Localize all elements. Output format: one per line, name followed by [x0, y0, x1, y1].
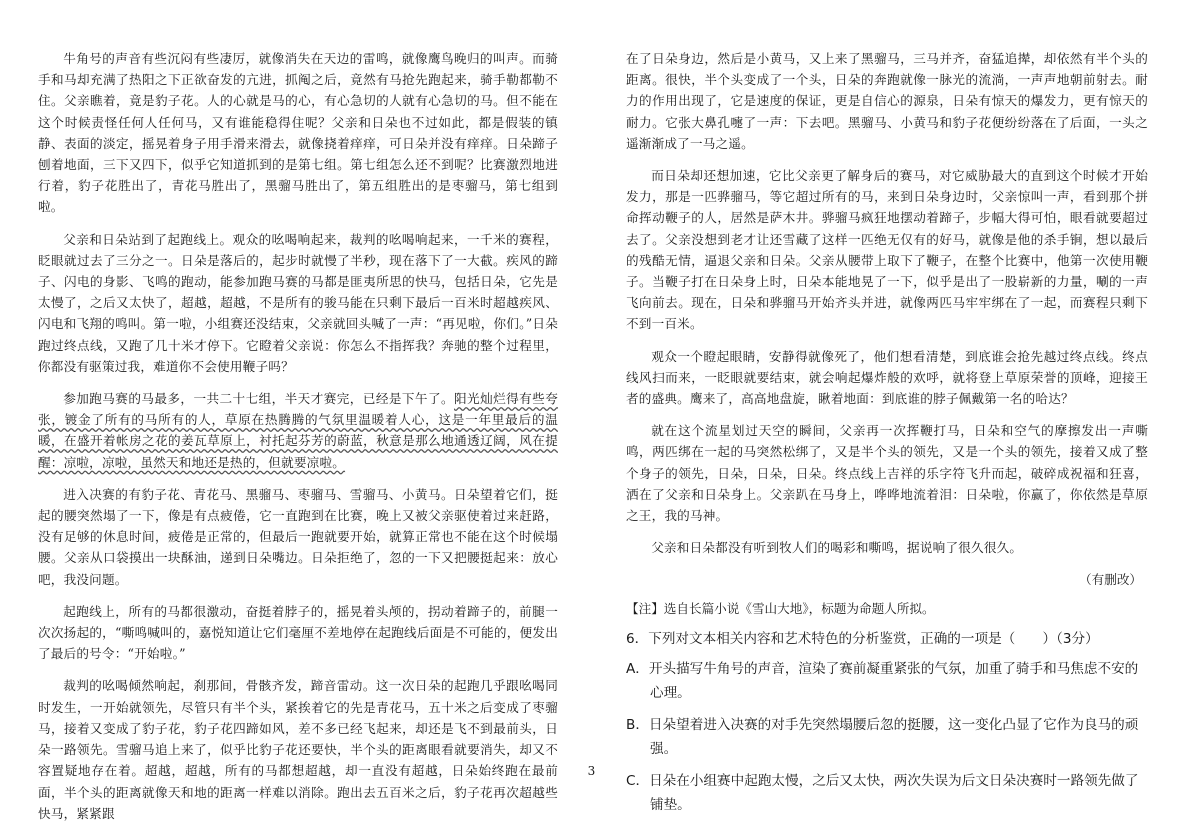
passage-paragraph: 裁判的吆喝倾然响起，刹那间，骨骸齐发，蹄音雷动。这一次日朵的起跑几乎跟吆喝同时发生，一开始就领先，尽管只有半个头，紧挨着它的先是青花马，五十米之后变成了枣骝马，接着又变成了豹子花，豹子花四蹄如风，差不多已经飞起来，却还是飞不到最前头，日朵一路领先。雪骝马追上来了，似乎比豹子花还要快，半个头的距离眼看就要消失，却又不容置疑地存在着。超越，超越，所有的马都想超越，却一直没有超越，日朵始终跑在最前面，半个头的距离就像天和地的距离一样难以消除。跑出去五百米之后，豹子花再次超越些快马，紧紧跟: [38, 678, 558, 821]
passage-paragraph: 父亲和日朵都没有听到牧人们的喝彩和嘶鸣，据说响了很久很久。: [651, 540, 1023, 556]
passage-paragraph: 观众一个瞪起眼睛，安静得就像死了，他们想看清楚，到底谁会抢先越过终点线。终点线风扫而来，一眨眼就要结束，就会响起爆炸般的欢呼，就将登上草原荣誉的顶峰，迎接王者的盛典。鹰来了，高高地盘旋，瞅着地面：到底谁的脖子佩戴第一名的哈达？: [626, 348, 1148, 407]
passage-paragraph: 就在这个流星划过天空的瞬间，父亲再一次挥鞭打马，日朵和空气的摩擦发出一声嘶鸣，两匹绑在一起的马突然松绑了，又是半个头的领先，又是一个头的领先，接着又成了整个身子的领先，日朵，日朵，日朵。终点线上吉祥的乐字符飞升而起，破碎成祝福和狂喜，洒在了父亲和日朵身上。父亲趴在马身上，哗哗地流着泪：日朵啦，你赢了，你依然是草原之王，我的马神。: [626, 423, 1148, 524]
left-column: [38, 48, 558, 835]
passage-paragraph: 进入决赛的有豹子花、青花马、黑骝马、枣骝马、雪骝马、小黄马。日朵望着它们，挺起的腰突然塌了一下，像是有点疲倦，它一直跑到在比赛，晚上又被父亲驱使着过来赶路，没有足够的休息时间，疲倦是正常的，但最后一跑就要开始，就算正常也不能在这个时候塌腰。父亲从口袋摸出一块酥油，递到日朵嘴边。日朵拒绝了，忽的一下又把腰挺起来：放心吧，我没问题。: [38, 486, 558, 587]
passage-paragraph: 而日朵却还想加速，它比父亲更了解身后的赛马，对它威胁最大的直到这个时候才开始发力，那是一匹骅骝马，等它超过所有的马，来到日朵身边时，父亲惊叫一声，看到那个拼命挥动鞭子的人，居然是萨木井。骅骝马疯狂地摆动着蹄子，步幅大得可怕，眼看就要超过去了。父亲没想到老才让还雪藏了这样一匹绝无仅有的好马，就像是他的杀手锏，想以最后的残酷无情，逼退父亲和日朵。父亲从腰带上取下了鞭子，在整个比赛中，他第一次使用鞭子。当鞭子打在日朵身上时，日朵本能地晃了一下，似乎是出了一股崭新的力量，唰的一声飞向前去。现在，日朵和骅骝马开始齐头并进，就像两匹马牢牢绑在了一起，而赛程只剩下不到一百米。: [626, 168, 1148, 332]
passage-paragraph: 牛角号的声音有些沉闷有些凄厉，就像消失在天边的雷鸣，就像鹰鸟晚归的叫声。而骑手和马却充满了热阳之下正欲奋发的亢进，抓阄之后，竟然有马抢先跑起来，骑手勒都勒不住。父亲瞧着，竟是豹子花。人的心就是马的心，有心急切的人就有心急切的马。但不能在这个时候责怪任何人任何马，又有谁能稳得住呢？父亲和日朵也不过如此，都是假装的镇静、表面的淡定，摇晃着身子用手滑来滑去，就像挠着痒痒，可日朵并没有痒痒。日朵蹄子刨着地面，三下又四下，似乎它知道抓到的是第七组。第七组怎么还不到呢？比赛激烈地进行着，豹子花胜出了，青花马胜出了，黑骝马胜出了，第五组胜出的是枣骝马，第七组到啦。: [38, 51, 558, 215]
option-c[interactable]: C．日朵在小组赛中起跑太慢，之后又太快，两次失误为后文日朵决赛时一路领先做了铺垫。: [626, 773, 1139, 814]
page-number: 3: [587, 764, 596, 778]
right-column: [626, 48, 1148, 825]
source-note: （有删改）: [1079, 572, 1142, 588]
underlined-passage: 阳光灿烂得有些夸张，镀金了所有的马所有的人，草原在热腾腾的气氛里温暖着人心，这是一年里最后的温暖，在盛开着帐房之花的姜瓦草原上，衬托起芬芳的蔚蓝，秋意是那么地通透辽阔，风在提醒：凉啦，凉啦，虽然天和地还是热的，但就要凉啦。: [38, 391, 559, 470]
passage-paragraph: 在了日朵身边，然后是小黄马，又上来了黑骝马，三马并齐，奋猛追撵，却依然有半个头的距离。很快，半个头变成了一个头，日朵的奔跑就像一脉光的流淌，一声声地朝前射去。耐力的作用出现了，它是速度的保证，更是自信心的源泉，日朵有惊天的爆发力，更有惊天的耐力。它张大鼻孔嚏了一声：下去吧。黑骝马、小黄马和豹子花便纷纷落在了后面，一头之遥渐渐成了一马之遥。: [626, 51, 1148, 151]
footnote: 【注】选自长篇小说《雪山大地》，标题为命题人所拟。: [626, 601, 935, 617]
question-stem: 6．下列对文本相关内容和艺术特色的分析鉴赏，正确的一项是（ ）（3分）: [626, 631, 1099, 648]
option-a[interactable]: A．开头描写牛角号的声音，渲染了赛前凝重紧张的气氛，加重了骑手和马焦虑不安的心理。: [626, 661, 1139, 702]
passage-paragraph: 父亲和日朵站到了起跑线上。观众的吆喝响起来，裁判的吆喝响起来，一千米的赛程，眨眼就过去了三分之一。日朵是落后的，起步时就慢了半秒，现在落下了一大截。疾风的蹄子、闪电的身影、飞鸣的跑动，能参加跑马赛的马都是匪夷所思的快马，包括日朵，它先是太慢了，之后又太快了，超越，超越，不是所有的骏马能在只剩下最后一百米时超越疾风、闪电和飞翔的鸣叫。第一啦，小组赛还没结束，父亲就回头喊了一声：“再见啦，你们。”日朵跑过终点线，又跑了几十米才停下。它瞪着父亲说：你怎么不指挥我？奔驰的整个过程里，你都没有驱策过我，难道你不会使用鞭子吗？: [38, 231, 558, 374]
passage-paragraph: [38, 388, 558, 473]
passage-text: 参加跑马赛的马最多，一共二十七组，半天才赛完，已经是下午了。: [63, 391, 455, 407]
answer-options: [626, 657, 1148, 817]
option-b[interactable]: B．日朵望着进入决赛的对手先突然塌腰后忽的挺腰，这一变化凸显了它作为良马的顽强。: [626, 717, 1139, 758]
passage-paragraph: 起跑线上，所有的马都很激动，奋挺着脖子的，摇晃着头颅的，拐动着蹄子的，前腿一次次扬起的，“嘶鸣喊叫的，嘉悦知道让它们毫厘不差地停在起跑线后面是不可能的，便发出了最后的号令：“开始啦。”: [38, 603, 558, 662]
